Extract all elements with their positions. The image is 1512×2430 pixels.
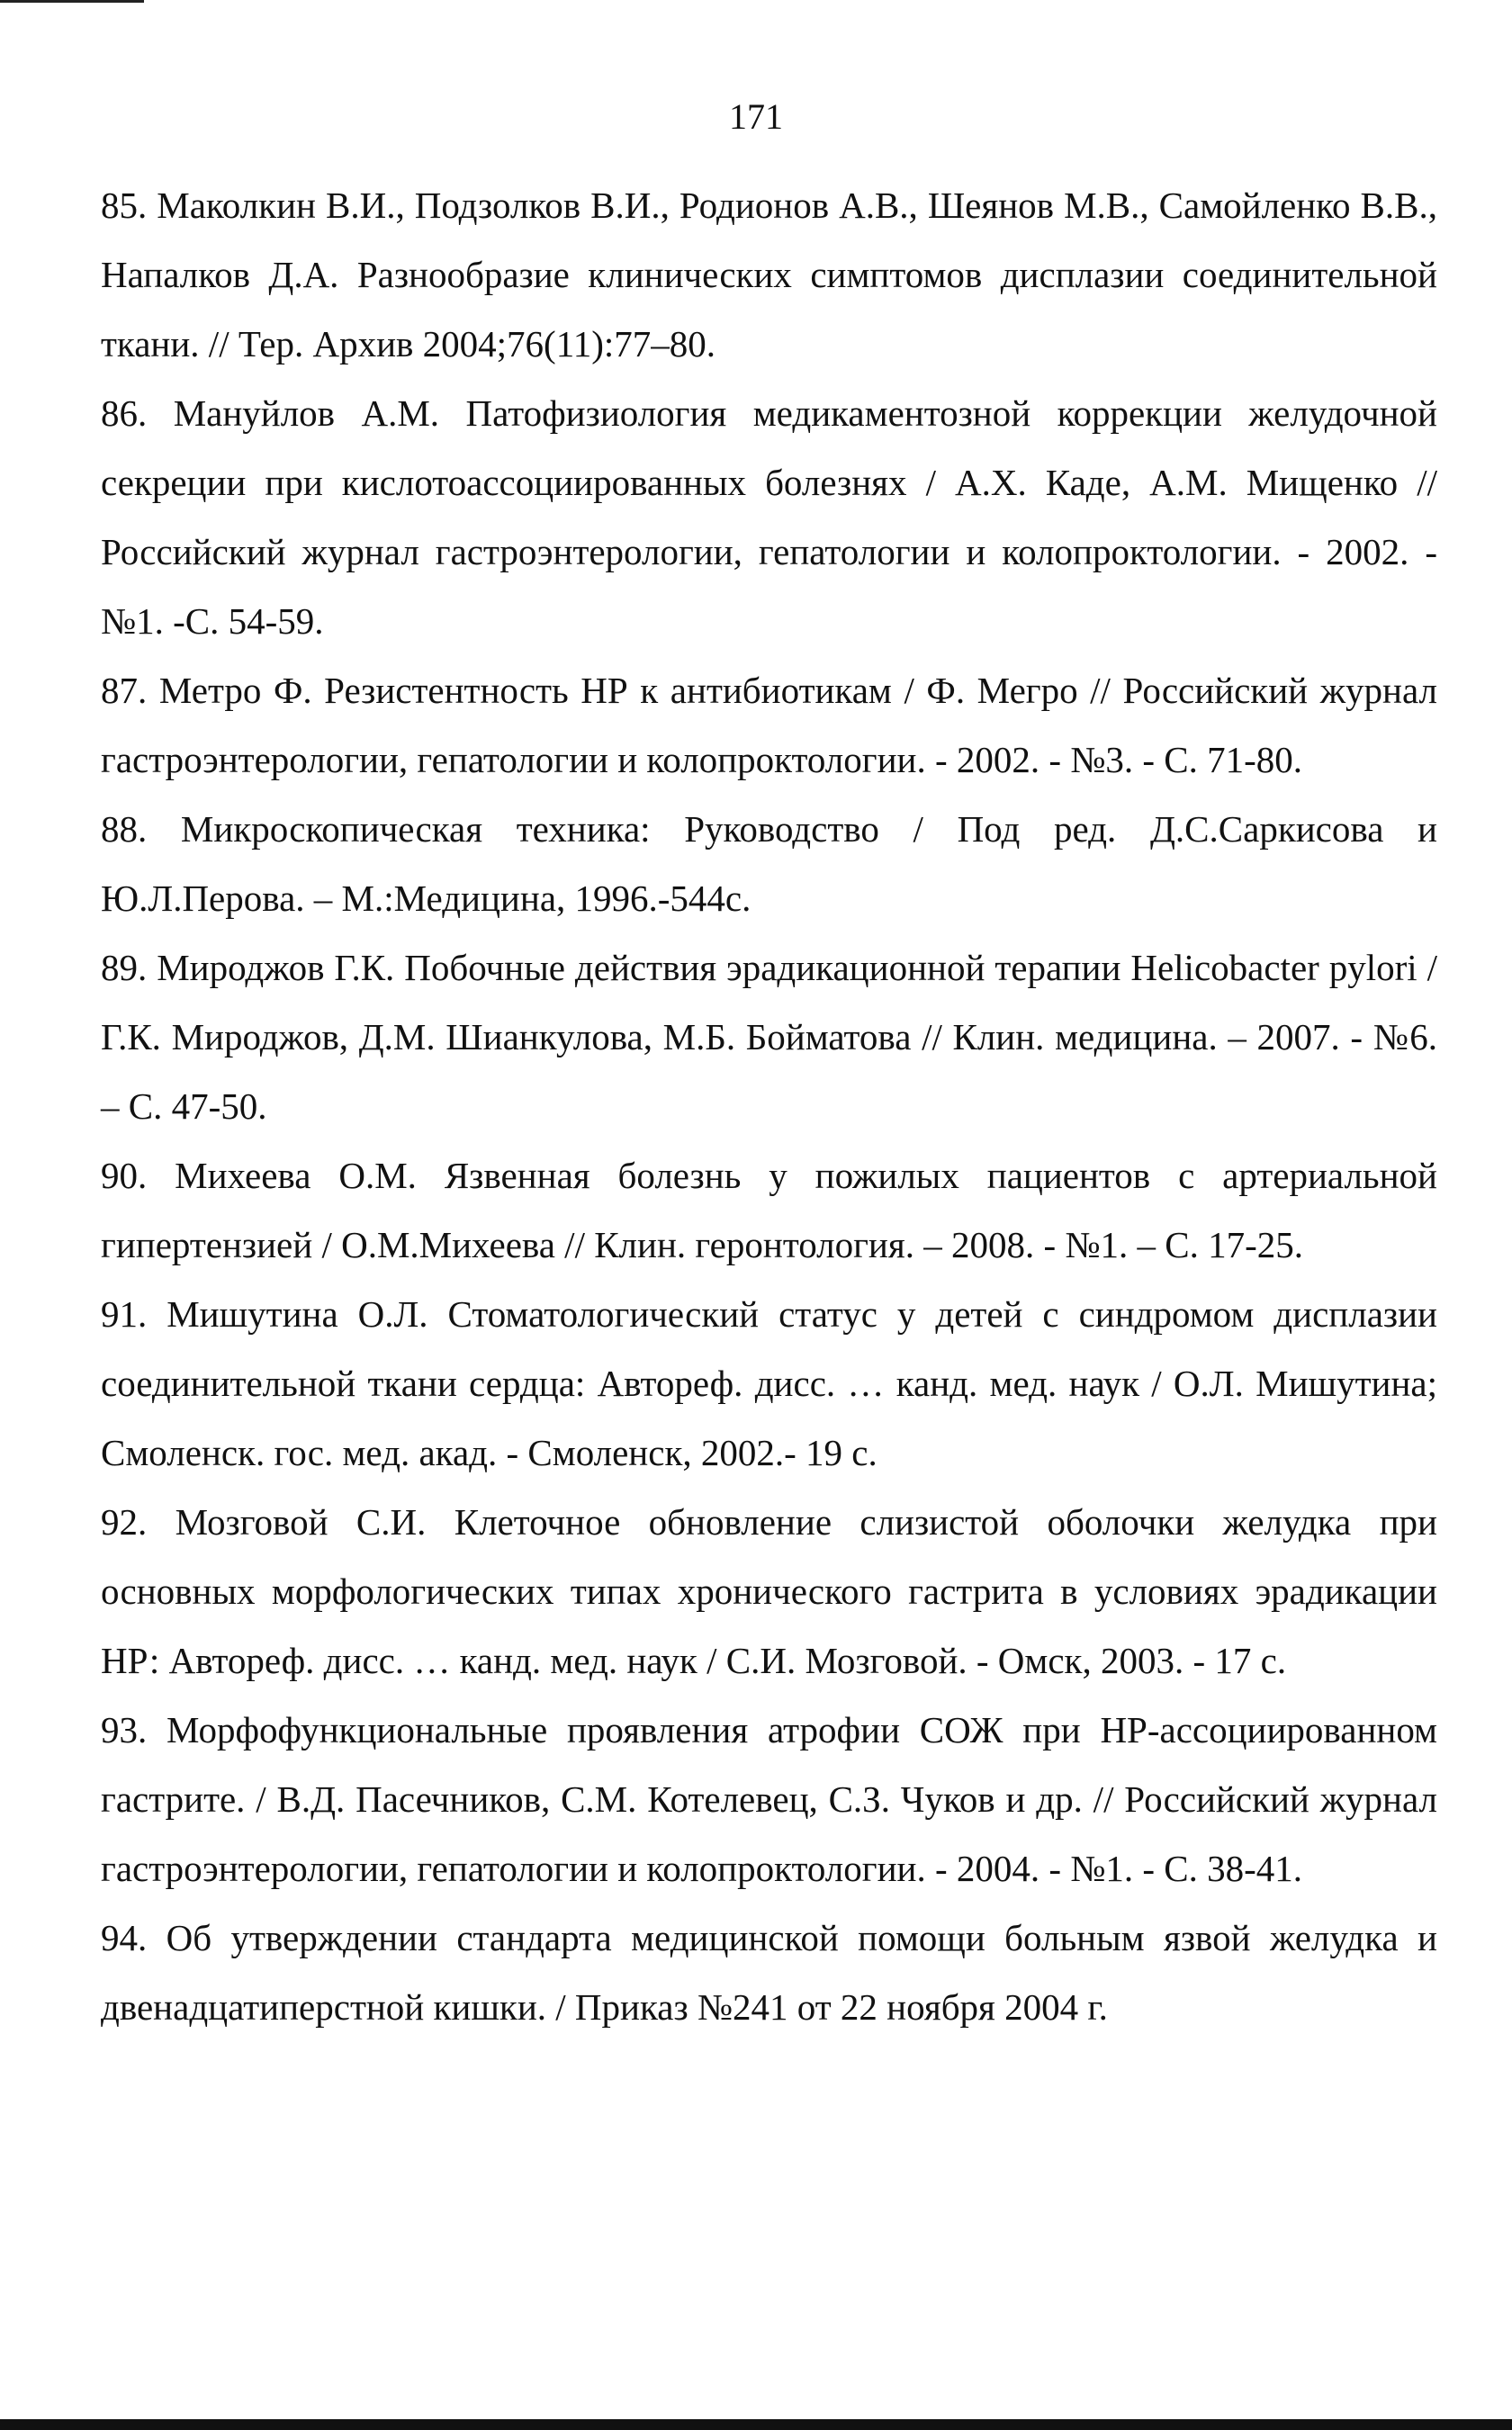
reference-entry-89: 89. Мироджов Г.К. Побочные действия эрадикационной терапии Helicobacter pylori / Г.К. Мироджов, Д.М. Шианкулова, М.Б. Бойматова // Клин. медицина. – 2007. - №6. – С. 47-50. bbox=[101, 947, 1437, 1127]
reference-entry-93: 93. Морфофункциональные проявления атрофии СОЖ при НР-ассоциированном гастрите. / В.Д. Пасечников, С.М. Котелевец, С.З. Чуков и др. // Российский журнал гастроэнтерологии, гепатологии и колопроктологии. - 2004. - №1. - С. 38-41. bbox=[101, 1709, 1437, 1889]
reference-entry-85: 85. Маколкин В.И., Подзолков В.И., Родионов А.В., Шеянов М.В., Самойленко В.В., Напалков Д.А. Разнообразие клинических симптомов дисплазии соединительной ткани. // Тер. Архив 2004;76(11):77–80. bbox=[101, 184, 1437, 364]
reference-list bbox=[101, 171, 1437, 2042]
reference-entry-91: 91. Мишутина О.Л. Стоматологический статус у детей с синдромом дисплазии соединительной ткани сердца: Автореф. дисс. … канд. мед. наук / О.Л. Мишутина; Смоленск. гос. мед. акад. - Смоленск, 2002.- 19 с. bbox=[101, 1293, 1437, 1473]
reference-entry-87: 87. Метро Ф. Резистентность НР к антибиотикам / Ф. Мегро // Российский журнал гастроэнтерологии, гепатологии и колопроктологии. - 2002. - №3. - С. 71-80. bbox=[101, 670, 1437, 780]
page-number: 171 bbox=[729, 96, 783, 137]
scan-top-edge-line bbox=[0, 0, 144, 3]
scan-bottom-edge-bar bbox=[0, 2419, 1512, 2430]
reference-entry-94: 94. Об утверждении стандарта медицинской помощи больным язвой желудка и двенадцатиперстной кишки. / Приказ №241 от 22 ноября 2004 г. bbox=[101, 1917, 1437, 2028]
reference-entry-88: 88. Микроскопическая техника: Руководство / Под ред. Д.С.Саркисова и Ю.Л.Перова. – М.:Медицина, 1996.-544с. bbox=[101, 808, 1437, 919]
reference-entry-90: 90. Михеева О.М. Язвенная болезнь у пожилых пациентов с артериальной гипертензией / О.М.Михеева // Клин. геронтология. – 2008. - №1. – С. 17-25. bbox=[101, 1155, 1437, 1265]
reference-entry-92: 92. Мозговой С.И. Клеточное обновление слизистой оболочки желудка при основных морфологических типах хронического гастрита в условиях эрадикации НР: Автореф. дисс. … канд. мед. наук / С.И. Мозговой. - Омск, 2003. - 17 с. bbox=[101, 1501, 1437, 1681]
reference-entry-86: 86. Мануйлов А.М. Патофизиология медикаментозной коррекции желудочной секреции при кислотоассоциированных болезнях / А.Х. Каде, А.М. Мищенко // Российский журнал гастроэнтерологии, гепатологии и колопроктологии. - 2002. - №1. -С. 54-59. bbox=[101, 392, 1437, 642]
